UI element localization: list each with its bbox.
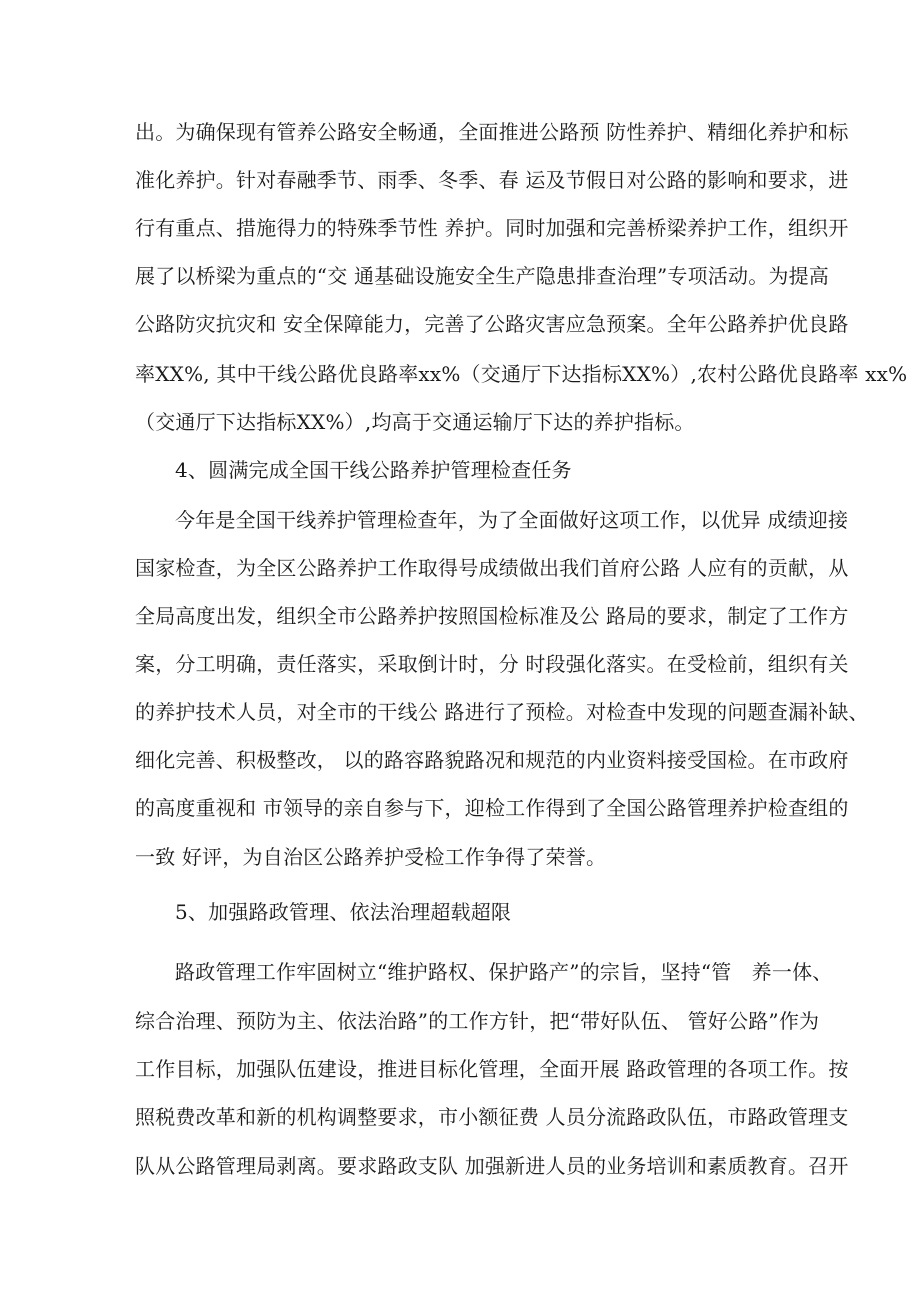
paragraph-line: 路政管理工作牢固树立“维护路权、保护路产”的宗旨，坚持“管 养一体、 — [175, 960, 833, 984]
section-heading: 5、加强路政管理、依法治理超载超限 — [175, 900, 512, 924]
paragraph-line: 准化养护。针对春融季节、雨季、冬季、春 运及节假日对公路的影响和要求，进 — [135, 168, 849, 192]
paragraph-line: （交通厅下达指标XX%）,均高于交通运输厅下达的养护指标。 — [135, 410, 695, 434]
paragraph-line: 案，分工明确，责任落实，采取倒计时，分 时段强化落实。在受检前，组织有关 — [135, 652, 849, 676]
paragraph-line: 行有重点、措施得力的特殊季节性 养护。同时加强和完善桥梁养护工作，组织开 — [135, 216, 849, 240]
paragraph-line: 公路防灾抗灾和 安全保障能力，完善了公路灾害应急预案。全年公路养护优良路 — [135, 312, 849, 336]
paragraph-line: 细化完善、积极整改， 以的路容路貌路况和规范的内业资料接受国检。在市政府 — [135, 748, 849, 772]
paragraph-line: 的高度重视和 市领导的亲自参与下，迎检工作得到了全国公路管理养护检查组的 — [135, 796, 849, 820]
paragraph-line: 国家检查，为全区公路养护工作取得号成绩做出我们首府公路 人应有的贡献，从 — [135, 556, 849, 580]
paragraph-line: 照税费改革和新的机构调整要求，市小额征费 人员分流路政队伍，市路政管理支 — [135, 1105, 849, 1129]
paragraph-line: 出。为确保现有管养公路安全畅通，全面推进公路预 防性养护、精细化养护和标 — [135, 120, 849, 144]
paragraph-line: 综合治理、预防为主、依法治路”的工作方针，把“带好队伍、 管好公路”作为 — [135, 1009, 820, 1033]
paragraph-line: 今年是全国干线养护管理检查年，为了全面做好这项工作，以优异 成绩迎接 — [175, 508, 849, 532]
paragraph-line: 率XX%, 其中干线公路优良路率xx%（交通厅下达指标XX%）,农村公路优良路率 xx% — [135, 362, 908, 386]
paragraph-line: 全局高度出发，组织全市公路养护按照国检标准及公 路局的要求，制定了工作方 — [135, 604, 849, 628]
paragraph-line: 展了以桥梁为重点的“交 通基础设施安全生产隐患排查治理”专项活动。为提高 — [135, 264, 830, 288]
paragraph-line: 工作目标，加强队伍建设，推进目标化管理，全面开展 路政管理的各项工作。按 — [135, 1057, 849, 1081]
paragraph-line: 一致 好评，为自治区公路养护受检工作争得了荣誉。 — [135, 845, 607, 869]
section-heading: 4、圆满完成全国干线公路养护管理检查任务 — [175, 458, 572, 482]
paragraph-line: 的养护技术人员，对全市的干线公 路进行了预检。对检查中发现的问题查漏补缺、 — [135, 700, 869, 724]
paragraph-line: 队从公路管理局剥离。要求路政支队 加强新进人员的业务培训和素质教育。召开 — [135, 1154, 849, 1178]
